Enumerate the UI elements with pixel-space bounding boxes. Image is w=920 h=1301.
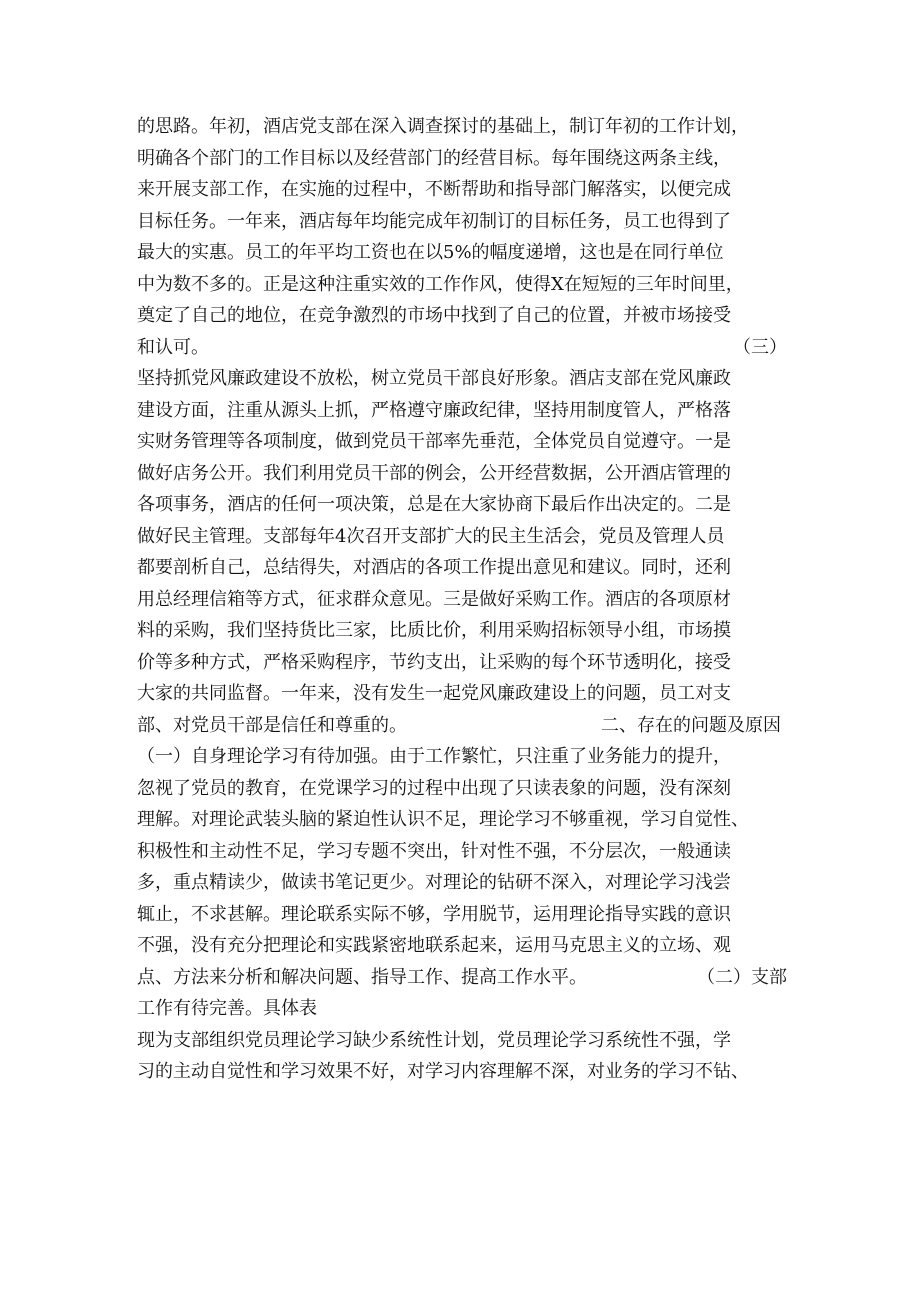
- text-line-10: [137, 395, 787, 427]
- line-text: 做好店务公开。我们利用党员干部的例会，公开经营数据，公开酒店管理的: [137, 462, 731, 484]
- text-line-19: [137, 678, 787, 710]
- text-line-3: [137, 174, 787, 206]
- text-line-6: [137, 269, 787, 301]
- section-heading: 二、存在的问题及原因: [601, 714, 781, 736]
- text-line-18: [137, 647, 787, 679]
- text-line-22: [137, 773, 787, 805]
- text-line-31: [137, 1056, 787, 1088]
- text-line-23: [137, 804, 787, 836]
- text-line-14: [137, 521, 787, 553]
- text-line-26: [137, 899, 787, 931]
- text-line-16: [137, 584, 787, 616]
- text-line-4: [137, 206, 787, 238]
- line-text: 忽视了党员的教育，在党课学习的过程中出现了只读表象的问题，没有深刻: [137, 777, 731, 799]
- text-line-9: [137, 363, 787, 395]
- line-text: 坚持抓党风廉政建设不放松，树立党员干部良好形象。酒店支部在党风廉政: [137, 368, 731, 389]
- text-line-25: [137, 867, 787, 899]
- line-text: 各项事务，酒店的任何一项决策，总是在大家协商下最后作出决定的。二是: [137, 494, 731, 515]
- line-text: 中为数不多的。正是这种注重实效的工作作风，使得X在短短的三年时间里，: [137, 273, 744, 295]
- text-line-11: [137, 426, 787, 458]
- text-line-12: [137, 458, 787, 490]
- line-text: 大家的共同监督。一年来，没有发生一起党风廉政建设上的问题，员工对支: [137, 683, 731, 704]
- text-line-24: [137, 836, 787, 868]
- text-line-2: [137, 143, 787, 175]
- section-marker: （二）支部: [697, 966, 787, 988]
- text-line-7: [137, 300, 787, 332]
- text-line-17: [137, 615, 787, 647]
- section-marker: （三）: [733, 336, 787, 358]
- line-text: 都要剖析自己，总结得失，对酒店的各项工作提出意见和建议。同时，还利: [137, 557, 731, 578]
- text-line-29: [137, 993, 787, 1025]
- line-text: 建设方面，注重从源头上抓，严格遵守廉政纪律，坚持用制度管人，严格落: [137, 399, 731, 421]
- line-text: 辄止，不求甚解。理论联系实际不够，学用脱节，运用理论指导实践的意识: [137, 903, 731, 925]
- line-text: 实财务管理等各项制度，做到党员干部率先垂范，全体党员自觉遵守。一是: [137, 431, 731, 452]
- line-text: 目标任务。一年来，酒店每年均能完成年初制订的目标任务，员工也得到了: [137, 210, 731, 232]
- line-text: 明确各个部门的工作目标以及经营部门的经营目标。每年围绕这两条主线，: [137, 147, 731, 169]
- line-text: 部、对党员干部是信任和尊重的。: [137, 714, 407, 736]
- line-text: 用总经理信箱等方式，征求群众意见。三是做好采购工作。酒店的各项原材: [137, 588, 731, 610]
- line-text: 点、方法来分析和解决问题、指导工作、提高工作水平。: [137, 966, 587, 988]
- line-text: 奠定了自己的地位，在竞争激烈的市场中找到了自己的位置，并被市场接受: [137, 305, 731, 326]
- text-line-1: [137, 111, 787, 143]
- line-text: 习的主动自觉性和学习效果不好，对学习内容理解不深，对业务的学习不钻、: [137, 1061, 749, 1082]
- text-line-30: [137, 1025, 787, 1057]
- line-text: 积极性和主动性不足，学习专题不突出，针对性不强，不分层次，一般通读: [137, 840, 731, 862]
- text-line-15: [137, 552, 787, 584]
- line-text: 和认可。: [137, 336, 209, 358]
- text-line-28: [137, 962, 787, 994]
- line-text: 不强，没有充分把理论和实践紧密地联系起来，运用马克思主义的立场、观: [137, 935, 731, 956]
- line-text: 最大的实惠。员工的年平均工资也在以5%的幅度递增，这也是在同行单位: [137, 242, 724, 263]
- line-text: （一）自身理论学习有待加强。由于工作繁忙，只注重了业务能力的提升，: [137, 746, 731, 767]
- text-line-21: [137, 741, 787, 773]
- text-line-5: [137, 237, 787, 269]
- line-text: 做好民主管理。支部每年4次召开支部扩大的民主生活会，党员及管理人员: [137, 525, 725, 547]
- line-text: 价等多种方式，严格采购程序，节约支出，让采购的每个环节透明化，接受: [137, 651, 731, 673]
- line-text: 理解。对理论武装头脑的紧迫性认识不足，理论学习不够重视，学习自觉性、: [137, 809, 749, 830]
- line-text: 来开展支部工作，在实施的过程中，不断帮助和指导部门解落实，以便完成: [137, 179, 731, 200]
- line-text: 料的采购，我们坚持货比三家，比质比价，利用采购招标领导小组，市场摸: [137, 620, 731, 641]
- line-text: 现为支部组织党员理论学习缺少系统性计划，党员理论学习系统性不强，学: [137, 1029, 731, 1051]
- text-line-13: [137, 489, 787, 521]
- text-line-20: [137, 710, 787, 742]
- text-line-27: [137, 930, 787, 962]
- text-line-8: [137, 332, 787, 364]
- line-text: 的思路。年初，酒店党支部在深入调查探讨的基础上，制订年初的工作计划，: [137, 116, 749, 137]
- line-text: 工作有待完善。具体表: [137, 998, 317, 1019]
- line-text: 多，重点精读少，做读书笔记更少。对理论的钻研不深入，对理论学习浅尝: [137, 872, 731, 893]
- body-text: [137, 111, 787, 1088]
